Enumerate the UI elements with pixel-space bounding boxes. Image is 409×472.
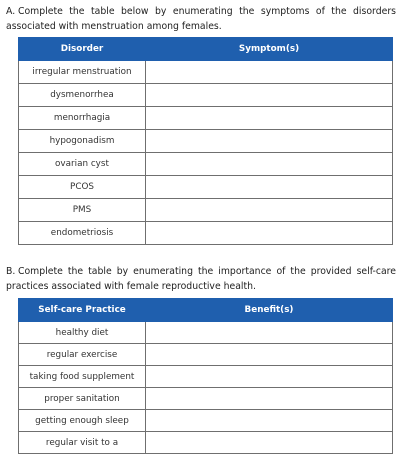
disorder-cell: menorrhagia (19, 107, 146, 130)
table-row (19, 322, 393, 344)
practice-cell: regular exercise (19, 344, 146, 366)
practice-cell: taking food supplement (19, 366, 146, 388)
section-b-instruction-text: Complete the table by enumerating the importance of the provided self-care practices associated with female reproductive health. (6, 266, 396, 292)
table-row (19, 130, 393, 153)
table-row (19, 61, 393, 84)
header-benefits: Benefit(s) (146, 299, 393, 322)
table-row (19, 199, 393, 222)
symptom-answer-cell[interactable] (146, 84, 393, 107)
header-self-care-practice: Self-care Practice (19, 299, 146, 322)
table-row (19, 344, 393, 366)
table-row (19, 84, 393, 107)
header-symptoms: Symptom(s) (146, 38, 393, 61)
benefit-answer-cell[interactable] (146, 366, 393, 388)
section-b-letter: B. (6, 266, 16, 277)
disorder-cell: PCOS (19, 176, 146, 199)
benefit-answer-cell[interactable] (146, 388, 393, 410)
disorder-cell: PMS (19, 199, 146, 222)
disorder-cell: dysmenorrhea (19, 84, 146, 107)
symptom-answer-cell[interactable] (146, 222, 393, 245)
section-b-instruction (6, 264, 396, 294)
symptom-answer-cell[interactable] (146, 61, 393, 84)
section-a-instruction (6, 4, 396, 34)
self-care-table (18, 298, 393, 454)
disorders-table (18, 37, 393, 245)
header-disorder: Disorder (19, 38, 146, 61)
practice-cell: healthy diet (19, 322, 146, 344)
benefit-answer-cell[interactable] (146, 344, 393, 366)
practice-cell: getting enough sleep (19, 410, 146, 432)
disorder-cell: hypogonadism (19, 130, 146, 153)
symptom-answer-cell[interactable] (146, 130, 393, 153)
table-row (19, 222, 393, 245)
disorder-cell: irregular menstruation (19, 61, 146, 84)
table-row (19, 388, 393, 410)
table-row (19, 410, 393, 432)
table-header-row (19, 299, 393, 322)
practice-cell: regular visit to a (19, 432, 146, 454)
table-header-row (19, 38, 393, 61)
disorder-cell: ovarian cyst (19, 153, 146, 176)
practice-cell: proper sanitation (19, 388, 146, 410)
section-a-instruction-text: Complete the table below by enumerating the symptoms of the disorders associated with menstruation among females. (6, 6, 396, 32)
symptom-answer-cell[interactable] (146, 199, 393, 222)
table-row (19, 153, 393, 176)
symptom-answer-cell[interactable] (146, 153, 393, 176)
benefit-answer-cell[interactable] (146, 432, 393, 454)
table-row (19, 432, 393, 454)
benefit-answer-cell[interactable] (146, 410, 393, 432)
symptom-answer-cell[interactable] (146, 176, 393, 199)
table-row (19, 366, 393, 388)
symptom-answer-cell[interactable] (146, 107, 393, 130)
benefit-answer-cell[interactable] (146, 322, 393, 344)
table-row (19, 176, 393, 199)
section-a-letter: A. (6, 6, 16, 17)
table-row (19, 107, 393, 130)
disorder-cell: endometriosis (19, 222, 146, 245)
